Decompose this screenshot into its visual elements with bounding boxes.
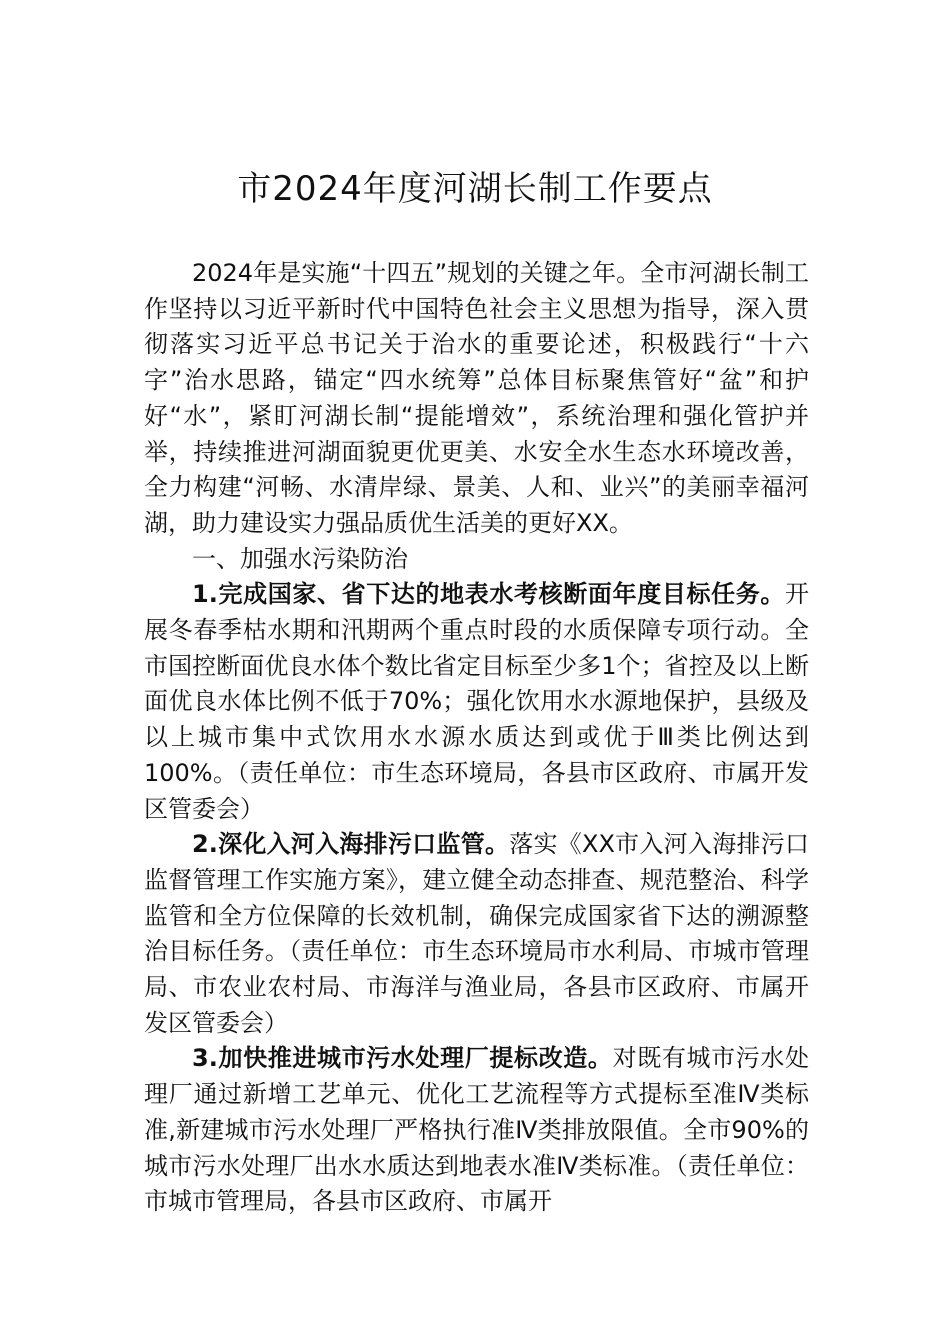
item-heading: 1.完成国家、省下达的地表水考核断面年度目标任务。 — [192, 580, 785, 609]
item-paragraph-3 — [144, 1041, 809, 1220]
section-heading: 一、加强水污染防治 — [192, 544, 408, 573]
item-text: 对既有城市污水处理厂通过新增工艺单元、优化工艺流程等方式提标至准Ⅳ类标准,新建城市污水处理厂严格执行准Ⅳ类排放限值。全市90%的城市污水处理厂出水水质达到地表水准Ⅳ类标准。（责任单位：市城市管理局，各县市区政府、市属开 — [144, 1044, 809, 1216]
page-title: 市2024年度河湖长制工作要点 — [237, 169, 713, 209]
intro-paragraph: 2024年是实施“十四五”规划的关键之年。全市河湖长制工作坚持以习近平新时代中国特色社会主义思想为指导，深入贯彻落实习近平总书记关于治水的重要论述，积极践行“十六字”治水思路，锚定“四水统筹”总体目标聚焦管好“盆”和护好“水”，紧盯河湖长制“提能增效”，系统治理和强化管护并举，持续推进河湖面貌更优更美、水安全水生态水环境改善，全力构建“河畅、水清岸绿、景美、人和、业兴”的美丽幸福河湖，助力建设实力强品质优生活美的更好XX。 — [144, 259, 809, 537]
item-paragraph-1 — [144, 577, 809, 827]
item-text: 落实《XX市入河入海排污口监督管理工作实施方案》，建立健全动态排查、规范整治、科学监管和全方位保障的长效机制，确保完成国家省下达的溯源整治目标任务。（责任单位：市生态环境局市水利局、市城市管理局、市农业农村局、市海洋与渔业局，各县市区政府、市属开发区管委会） — [144, 830, 809, 1037]
item-text: 开展冬春季枯水期和汛期两个重点时段的水质保障专项行动。全市国控断面优良水体个数比省定目标至少多1个；省控及以上断面优良水体比例不低于70%；强化饮用水水源地保护，县级及以上城市集中式饮用水水源水质达到或优于Ⅲ类比例达到100%。（责任单位：市生态环境局，各县市区政府、市属开发区管委会） — [144, 580, 809, 823]
document-body — [144, 256, 809, 1220]
item-heading: 3.加快推进城市污水处理厂提标改造。 — [192, 1044, 613, 1073]
item-paragraph-2 — [144, 827, 809, 1041]
item-heading: 2.深化入河入海排污口监管。 — [192, 830, 510, 859]
